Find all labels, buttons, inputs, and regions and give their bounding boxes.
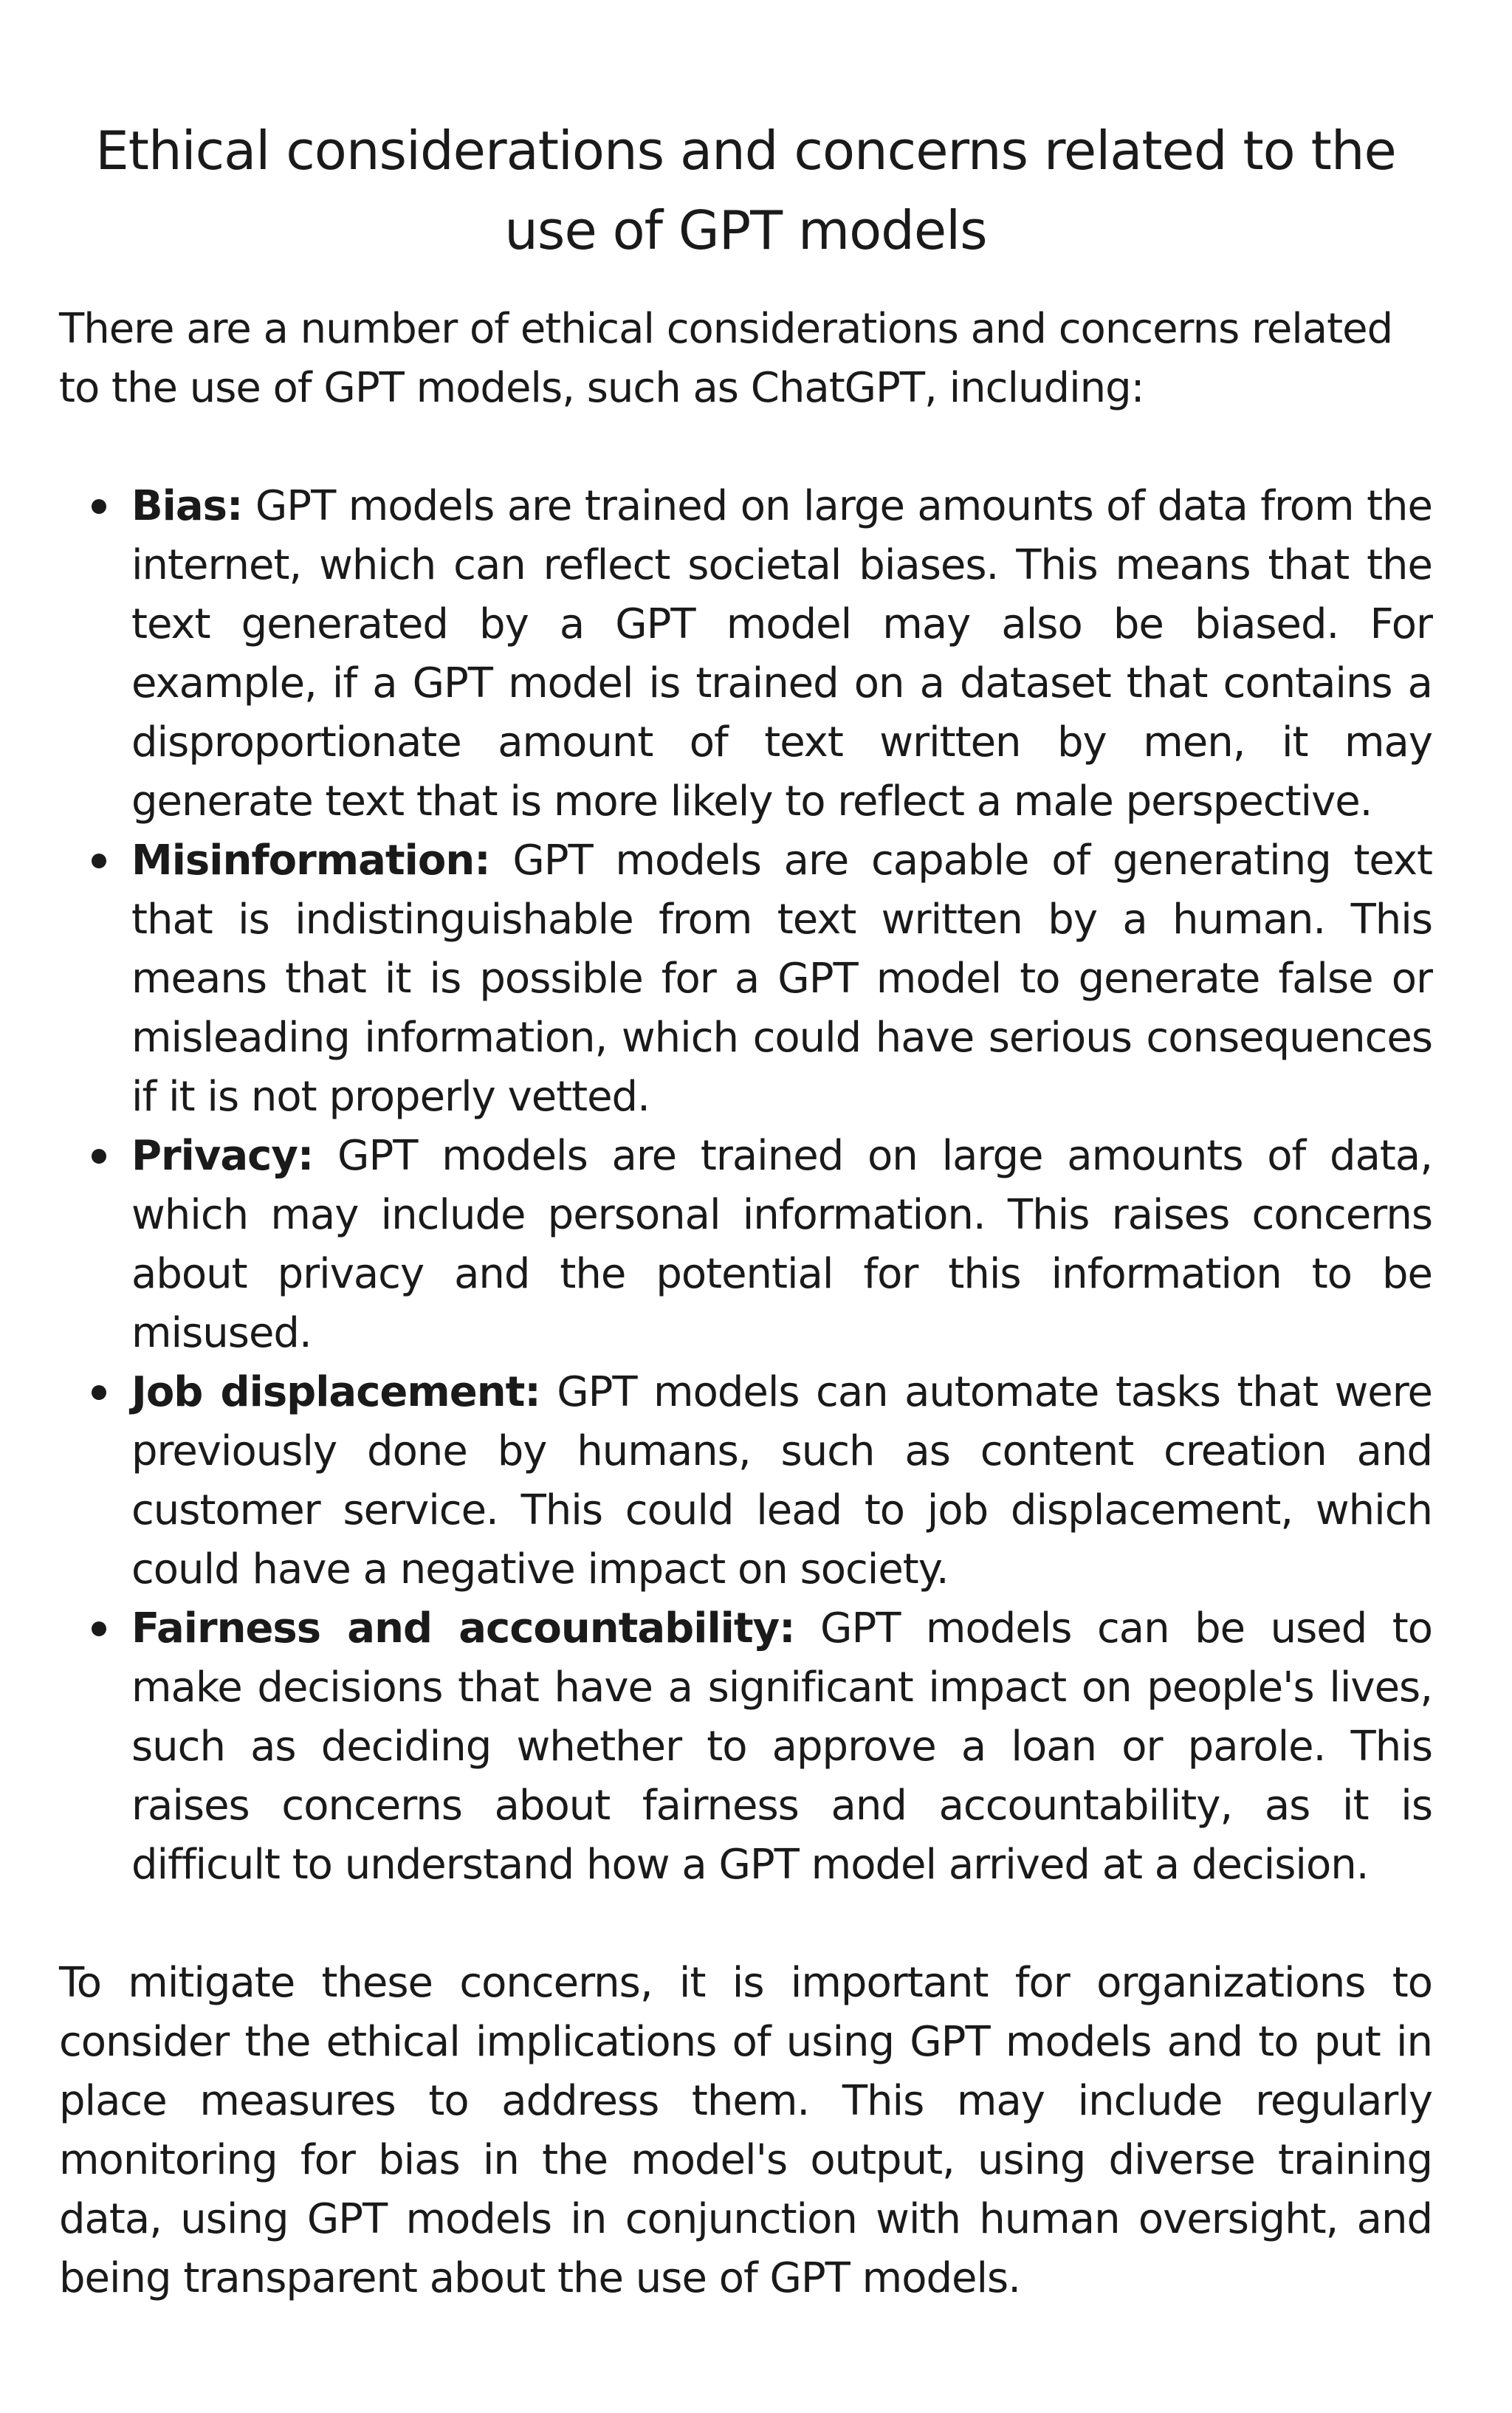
bullet-icon <box>92 854 106 868</box>
item-text: GPT models can automate tasks that were previously done by humans, such as content creation and customer service. This could lead to job displacement, which could have a negative impact on society. <box>131 1368 1432 1593</box>
document-page <box>59 111 1432 2308</box>
bullet-icon <box>92 1385 106 1400</box>
bullet-icon <box>92 1621 106 1636</box>
concerns-list <box>59 477 1432 1895</box>
item-text: GPT models are capable of generating text that is indistinguishable from text written by a human. This means that it is possible for a GPT model to generate false or misleading information, which could have serious consequences if it is not properly vetted. <box>131 837 1432 1121</box>
intro-paragraph: There are a number of ethical considerations and concerns related to the use of GPT models, such as ChatGPT, including: <box>59 305 1393 412</box>
item-text: GPT models are trained on large amounts of data, which may include personal information. This raises concerns about privacy and the potential for this information to be misused. <box>131 1132 1432 1357</box>
item-term: Bias: <box>131 482 243 530</box>
item-text: GPT models can be used to make decisions that have a significant impact on people's lives, such as deciding whether to approve a loan or parole. This raises concerns about fairness and accountability, as it is difficult to understand how a GPT model arrived at a decision. <box>131 1604 1432 1889</box>
bullet-icon <box>92 499 106 514</box>
item-term: Misinformation: <box>131 837 490 885</box>
list-item-job-displacement <box>59 1363 1432 1599</box>
list-item-fairness <box>59 1599 1432 1895</box>
item-term: Fairness and accountability: <box>131 1604 795 1652</box>
bullet-icon <box>92 1149 106 1164</box>
item-term: Privacy: <box>131 1132 314 1180</box>
document-title: Ethical considerations and concerns related to the use of GPT models <box>95 120 1396 261</box>
item-text: GPT models are trained on large amounts of data from the internet, which can reflect societal biases. This means that the text generated by a GPT model may also be biased. For example, if a GPT model is trained on a dataset that contains a disproportionate amount of text written by men, it may generate text that is more likely to reflect a male perspective. <box>131 482 1432 826</box>
closing-paragraph: To mitigate these concerns, it is important for organizations to consider the ethical implications of using GPT models and to put in place measures to address them. This may include regularly monitoring for bias in the model's output, using diverse training data, using GPT models in conjunction with human oversight, and being transparent about the use of GPT models. <box>59 1959 1432 2302</box>
list-item-privacy <box>59 1127 1432 1363</box>
list-item-misinformation <box>59 831 1432 1127</box>
list-item-bias <box>59 477 1432 831</box>
item-term: Job displacement: <box>131 1368 540 1416</box>
